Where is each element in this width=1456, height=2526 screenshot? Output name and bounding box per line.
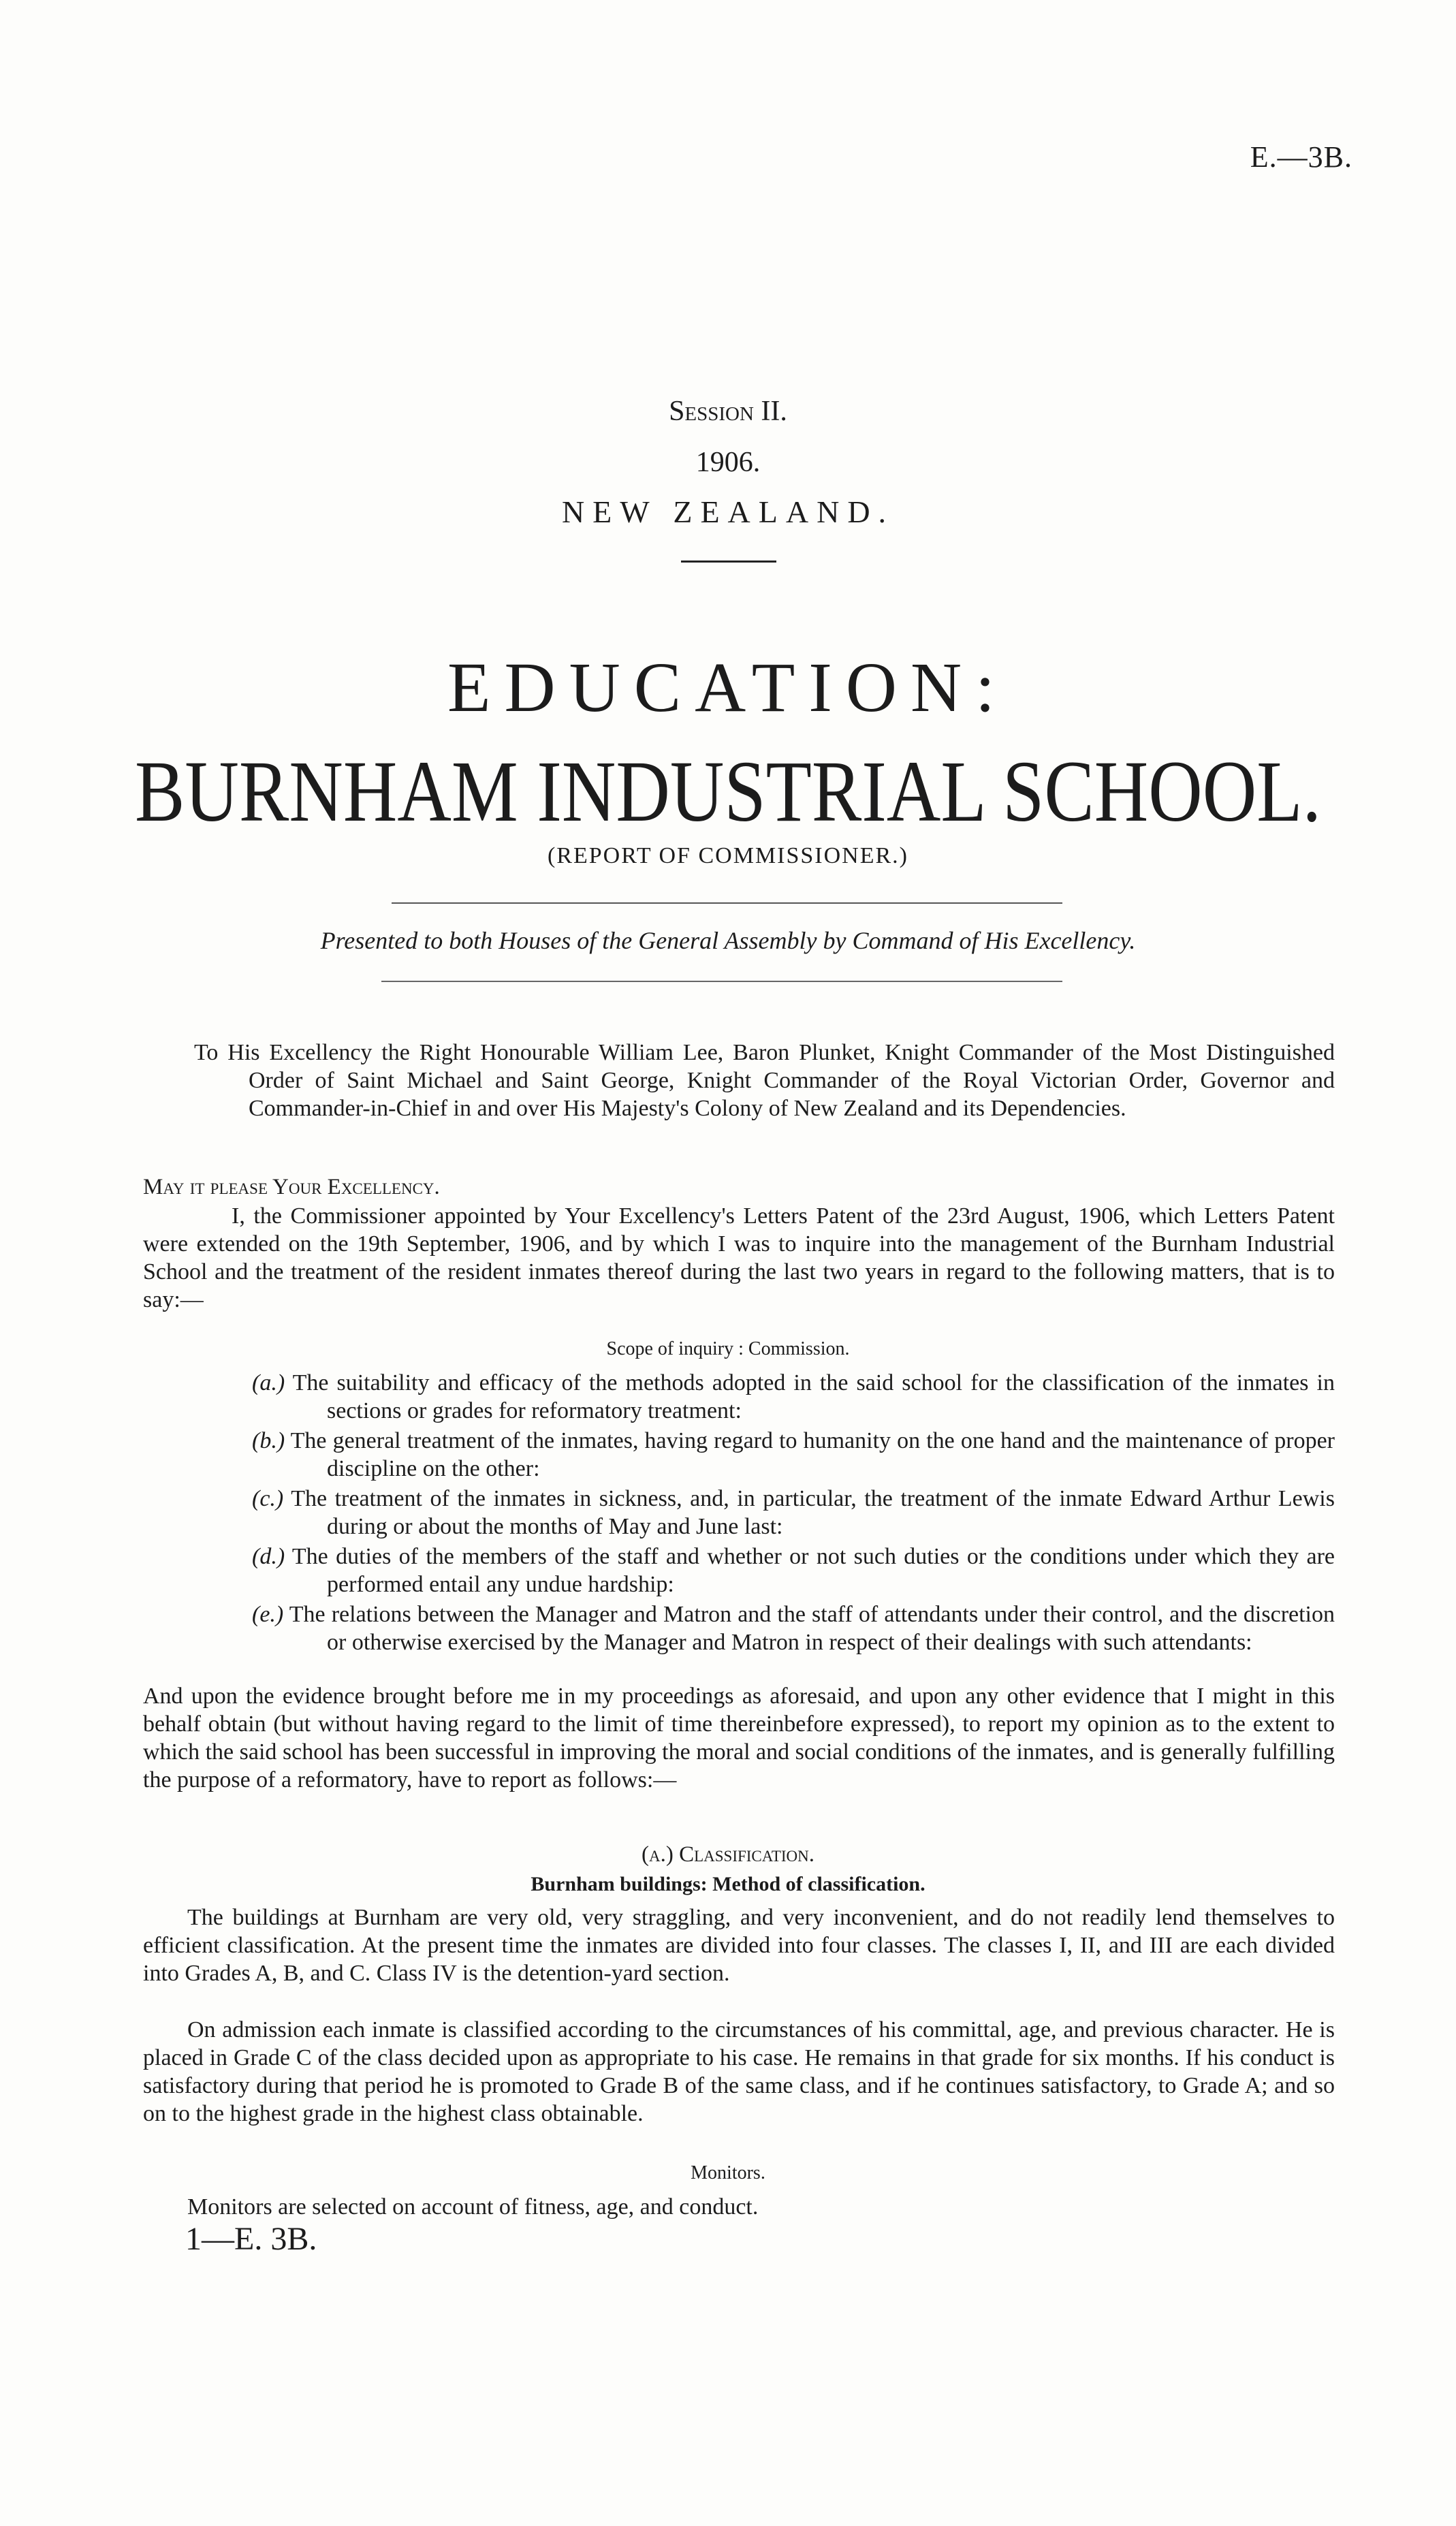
monitors-paragraph: Monitors are selected on account of fitness, age, and conduct. bbox=[187, 2194, 759, 2220]
presentation-note: Presented to both Houses of the General Assembly by Command of His Excellency. bbox=[320, 927, 1136, 954]
item-text: The suitability and efficacy of the methods adopted in the said school for the classification of the inmates in sections or grades for reformatory treatment: bbox=[292, 1370, 1335, 1423]
list-item bbox=[252, 1600, 1335, 1656]
report-label: (REPORT OF COMMISSIONER.) bbox=[547, 843, 909, 868]
session-label: Session II. bbox=[669, 396, 787, 427]
item-label: (a.) bbox=[252, 1370, 285, 1395]
item-label: (d.) bbox=[252, 1544, 285, 1569]
divider bbox=[681, 561, 776, 563]
document-reference: E.—3B. bbox=[1250, 140, 1352, 174]
buildings-paragraph: The buildings at Burnham are very old, very straggling, and very inconvenient, and do not readily lend themselves to efficient classification. At the present time the inmates are divided into four classes. The classes I, II, and III are each divided into Grades A, B, and C. Class IV is the detention-yard section. bbox=[143, 1905, 1335, 1986]
item-text: The treatment of the inmates in sickness, and, in particular, the treatment of the inmate Edward Arthur Lewis during or about the months of May and June last: bbox=[291, 1486, 1335, 1539]
list-item bbox=[252, 1369, 1335, 1425]
subsection-heading: Burnham buildings: Method of classification. bbox=[531, 1873, 925, 1895]
list-item bbox=[252, 1427, 1335, 1483]
item-text: The general treatment of the inmates, having regard to humanity on the one hand and the maintenance of proper discipline on the other: bbox=[290, 1428, 1335, 1481]
section-heading: (a.) Classification. bbox=[641, 1842, 815, 1867]
scope-heading: Scope of inquiry : Commission. bbox=[606, 1338, 850, 1359]
item-label: (c.) bbox=[252, 1486, 284, 1511]
admission-paragraph: On admission each inmate is classified according to the circumstances of his committal, age, and previous character. He is placed in Grade C of the class decided upon as appropriate to his case. He remains in that grade for six months. If his conduct is satisfactory during that period he is promoted to Grade B of the same class, and if he continues satisfactory, to Grade A; and so on to the highest grade in the highest class obtainable. bbox=[143, 2017, 1335, 2126]
commission-paragraph: I, the Commissioner appointed by Your Excellency's Letters Patent of the 23rd August, 1906, which Letters Patent were extended on the 19th September, 1906, and by which I was to inquire into the management of the Burnham Industrial School and the treatment of the resident inmates thereof during the last two years in regard to the following matters, that is to say:— bbox=[143, 1203, 1335, 1312]
subsection-heading: Monitors. bbox=[691, 2162, 765, 2183]
salutation: May it please Your Excellency. bbox=[143, 1175, 440, 1199]
evidence-paragraph: And upon the evidence brought before me in my proceedings as aforesaid, and upon any other evidence that I might in this behalf obtain (but without having regard to the limit of time thereinbefore expressed), to report my opinion as to the extent to which the said school has been successful in improving the moral and social conditions of the inmates, and is generally fulfilling the purpose of a reformatory, have to report as follows:— bbox=[143, 1684, 1335, 1793]
page-title: EDUCATION: bbox=[447, 648, 1009, 727]
item-label: (b.) bbox=[252, 1428, 285, 1453]
address-paragraph: To His Excellency the Right Honourable William Lee, Baron Plunket, Knight Commander of the Most Distinguished Order of Saint Michael and Saint George, Knight Commander of the Royal Victorian Order, Governor and Commander-in-Chief in and over His Majesty's Colony of New Zealand and its Dependencies. bbox=[194, 1040, 1335, 1121]
page-footer-reference: 1—E. 3B. bbox=[185, 2221, 317, 2257]
item-text: The duties of the members of the staff and whether or not such duties or the conditions under which they are performed entail any undue hardship: bbox=[291, 1544, 1335, 1597]
item-label: (e.) bbox=[252, 1602, 284, 1627]
country-label: NEW ZEALAND. bbox=[561, 494, 895, 529]
list-item bbox=[252, 1485, 1335, 1541]
item-text: The relations between the Manager and Matron and the staff of attendants under their control, and the discretion or otherwise exercised by the Manager and Matron in respect of their dealings with such attendants: bbox=[289, 1602, 1335, 1655]
year-label: 1906. bbox=[695, 447, 761, 478]
divider bbox=[392, 902, 1062, 904]
divider bbox=[381, 981, 1062, 982]
page-subtitle: BURNHAM INDUSTRIAL SCHOOL. bbox=[135, 743, 1321, 840]
list-item bbox=[252, 1543, 1335, 1598]
